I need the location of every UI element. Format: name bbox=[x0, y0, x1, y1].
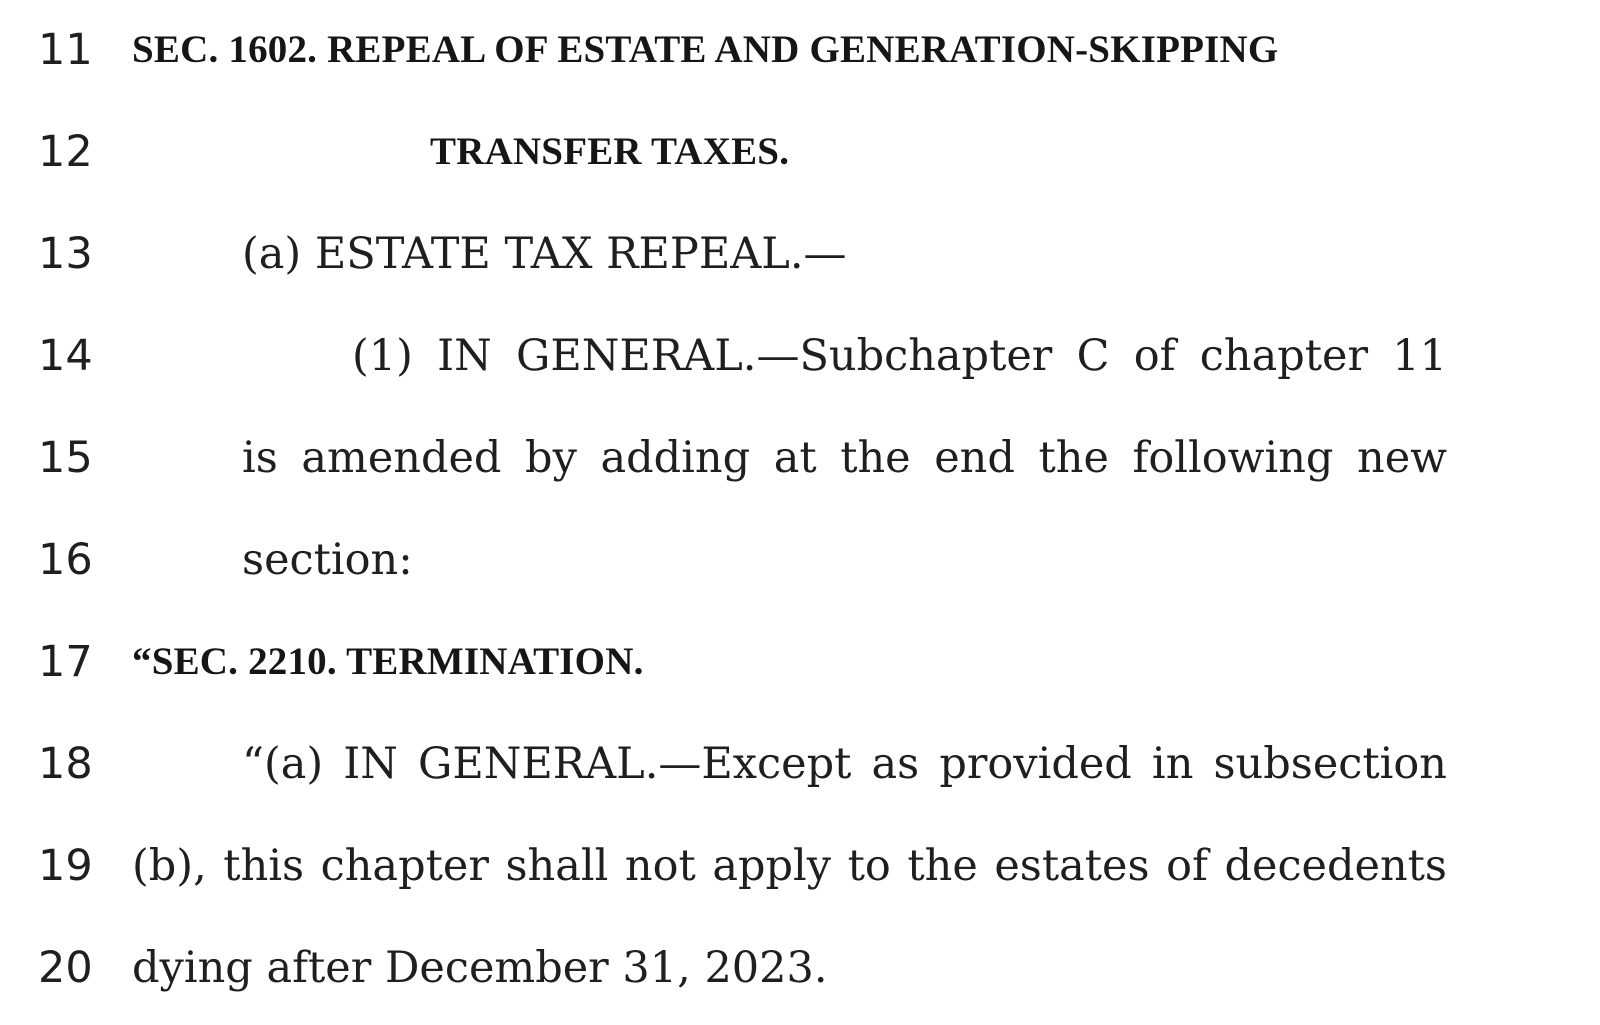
line-number: 14 bbox=[38, 331, 93, 381]
subsection-heading bbox=[242, 226, 847, 282]
paragraph-line bbox=[352, 328, 1447, 384]
paragraph-label: (1) bbox=[352, 331, 438, 381]
paragraph-line: is amended by adding at the end the following new bbox=[242, 433, 1447, 483]
new-section-heading: “SEC. 2210. TERMINATION. bbox=[132, 640, 644, 683]
paragraph-line: dying after December 31, 2023. bbox=[132, 943, 828, 993]
line-number: 18 bbox=[38, 739, 93, 789]
line-number: 12 bbox=[38, 127, 93, 177]
bill-line bbox=[0, 918, 1600, 1022]
bill-line bbox=[0, 0, 1600, 104]
subsection-label: “(a) bbox=[242, 739, 344, 789]
paragraph-text: .—Except as provided in subsection bbox=[644, 739, 1447, 789]
bill-line bbox=[0, 816, 1600, 920]
subsection-label: (a) bbox=[242, 229, 315, 279]
bill-line bbox=[0, 102, 1600, 206]
section-heading-continued: TRANSFER TAXES. bbox=[430, 130, 790, 173]
line-number: 16 bbox=[38, 535, 93, 585]
paragraph-line bbox=[242, 736, 1447, 792]
bill-line bbox=[0, 714, 1600, 818]
section-heading: SEC. 1602. REPEAL OF ESTATE AND GENERATION-SKIPPING bbox=[132, 28, 1279, 71]
line-number: 15 bbox=[38, 433, 93, 483]
line-number: 13 bbox=[38, 229, 93, 279]
subsection-title: IN GENERAL bbox=[343, 739, 645, 789]
bill-line bbox=[0, 510, 1600, 614]
line-number: 20 bbox=[38, 943, 93, 993]
bill-line bbox=[0, 204, 1600, 308]
paragraph-title: IN GENERAL bbox=[437, 331, 743, 381]
line-number: 11 bbox=[38, 25, 93, 75]
line-number: 17 bbox=[38, 637, 93, 687]
subsection-dash: .— bbox=[789, 229, 847, 279]
paragraph-line: (b), this chapter shall not apply to the estates of decedents bbox=[132, 841, 1447, 891]
bill-line bbox=[0, 306, 1600, 410]
subsection-title: ESTATE TAX REPEAL bbox=[314, 229, 790, 279]
line-number: 19 bbox=[38, 841, 93, 891]
paragraph-text: .—Subchapter C of chapter 11 bbox=[742, 331, 1447, 381]
paragraph-line: section: bbox=[242, 535, 413, 585]
bill-line bbox=[0, 408, 1600, 512]
bill-line bbox=[0, 612, 1600, 716]
